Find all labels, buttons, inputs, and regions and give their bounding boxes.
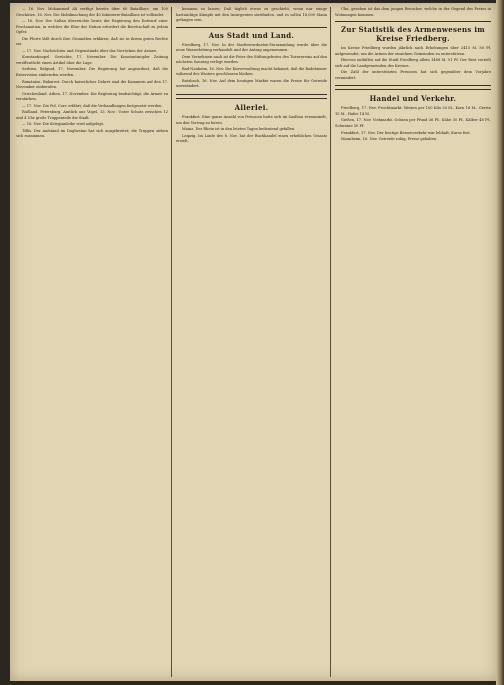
article-paragraph: Die Zahl der unterstützten Personen hat sich gegenüber dem Vorjahre vermindert. bbox=[335, 70, 491, 80]
section-divider bbox=[335, 21, 491, 22]
article-paragraph: — 17. Nov. Nachrichten und Gegenstände über das Vorrücken der Armee. bbox=[22, 48, 158, 53]
article-paragraph: Hiervon entfallen auf die Stadt Friedberg allein 1488 M. 51 Pf. Der Rest verteilt sich auf die Landgemeinden des Kreises. bbox=[335, 58, 491, 68]
article-paragraph: Friedberg, 17. Nov. In der Stadtverordneten-Versammlung wurde über die neue Wasserleitung verhandelt und der Antrag angenommen. bbox=[176, 42, 327, 53]
section-divider bbox=[176, 27, 327, 28]
column-rule bbox=[171, 7, 172, 677]
book-binding-edge bbox=[496, 0, 504, 685]
section-heading-local-news: Aus Stadt und Land. bbox=[208, 30, 295, 40]
section-heading-miscellaneous: Allerlei. bbox=[234, 103, 269, 113]
article-paragraph: Ulm, gesehen ist das dem jungen Besucher, welche in der Gegend des Festes in Wohnungen kommen. bbox=[335, 7, 491, 17]
column-rule bbox=[330, 7, 331, 677]
article-paragraph: Konstantinopel. Gerüchte, 17. November. Die Konstantinopler Zeitung veröffentlicht einen Artikel über die Lage. bbox=[16, 55, 168, 65]
article-paragraph: Die Pforte läßt durch ihre Gesandten erklären, daß sie in ihrem guten Rechte sei. bbox=[16, 36, 168, 47]
article-paragraph: Serbien. Belgrad, 17. November. Die Regierung hat angeordnet, daß die Reservisten einberufen werden. bbox=[16, 67, 168, 78]
article-paragraph: Gießen, 17. Nov. Viehmarkt. Ochsen per Pfund 36 Pf., Kühe 30 Pf., Kälber 48 Pf., Schweine 50 Pf. bbox=[335, 118, 491, 129]
column-middle bbox=[176, 7, 327, 679]
article-paragraph: Im Kreise Friedberg wurden jährlich nach Erhebungen über 2415 M. 80 Pf. aufgewendet, um die Armen der einzelnen Gemeinden zu unterstützen. bbox=[335, 46, 491, 56]
article-paragraph: Dem Vernehmen nach ist die Feier des Stiftungsfestes des Turnvereins auf den nächsten Sonntag verlegt worden. bbox=[176, 54, 327, 65]
article-paragraph: Frankfurt. Eine ganze Anzahl von Personen hatte sich im Saalbau versammelt, um den Vortrag zu hören. bbox=[176, 115, 327, 125]
section-divider bbox=[335, 85, 491, 90]
article-paragraph: kommen zu lassen. Daß täglich etwas zu geschieht, wenn nur einige hartnäckige Kämpfe mit den Insurgenten stattfinden, und es sollen 18,000 Mann gefangen sein. bbox=[176, 7, 327, 23]
article-paragraph: — 16. Nov. Die Kriegsanleihe wird aufgelegt. bbox=[22, 122, 105, 127]
section-heading-statistics: Zur Statistik des Armenwesens im Kreise Friedberg. bbox=[341, 25, 485, 44]
section-divider bbox=[176, 94, 327, 99]
article-paragraph: Rumänien. Bukarest. Durch kaiserliches Dekret sind die Kammern auf den 17. November einberufen. bbox=[16, 79, 168, 90]
article-paragraph: Frankfurt, 17. Nov. Der heutige Börsenverkehr war lebhaft; Kurse fest. bbox=[341, 130, 471, 135]
column-right bbox=[335, 7, 491, 679]
article-paragraph: Leipzig. Im Laufe des 8. Nov. hat der Buchhandel einen erheblichen Umsatz erzielt. bbox=[176, 133, 327, 144]
newspaper-page bbox=[10, 3, 497, 681]
article-paragraph: Friedberg, 17. Nov. Fruchtmarkt. Weizen per 100 Kilo 20 M., Korn 16 M., Gerste 15 M., Hafer 14 M. bbox=[335, 106, 491, 116]
article-paragraph: — 16. Nov. Der Sultan überreichte heute der Regierung den Entwurf einer Proclamation, in welcher die Ehre der Nation erfordert die Bereitschaft zu jedem Opfer. bbox=[16, 19, 168, 35]
article-paragraph: Griechenland. Athen, 17. November. Die Regierung beabsichtigt, die Armee zu verstärken. bbox=[16, 91, 168, 102]
article-paragraph: Rußland. Petersburg. Amtlich aus Vogel, 13. Nov.: Unter Schutz zwischen 12 und 4 Uhr große Truppenteile die Stadt. bbox=[16, 110, 168, 120]
article-paragraph: Tiflis. Der Aufstand im Daghestan hat sich ausgebreitet; die Truppen ziehen sich zusammen. bbox=[16, 128, 168, 139]
article-paragraph: Mannheim, 16. Nov. Getreide ruhig, Preise gehalten. bbox=[341, 137, 438, 142]
column-left bbox=[16, 7, 168, 679]
article-paragraph: — 16. Nov. Mohammed Ali verfügt bereits über 60 Bataillone, um 100 Geschütze. 16. Nov. Die Mobilmachung der 40 Infanterie-Bataillone ist vollendet. bbox=[16, 7, 168, 17]
article-paragraph: Mainz. Der Rhein ist in den letzten Tagen bedeutend gefallen. bbox=[182, 127, 296, 132]
article-paragraph: Butzbach, 16. Nov. Auf dem heutigen Markte waren die Preise für Getreide unverändert. bbox=[176, 78, 327, 89]
section-heading-trade: Handel und Verkehr. bbox=[369, 94, 457, 104]
article-paragraph: Bad-Nauheim, 16. Nov. Die Kurverwaltung macht bekannt, daß die Badehäuser während des Winters geschlossen bleiben. bbox=[176, 66, 327, 77]
article-paragraph: — 17. Nov. Die Pol. Corr. erfährt, daß die Verhandlungen fortgesetzt werden. bbox=[22, 103, 163, 108]
